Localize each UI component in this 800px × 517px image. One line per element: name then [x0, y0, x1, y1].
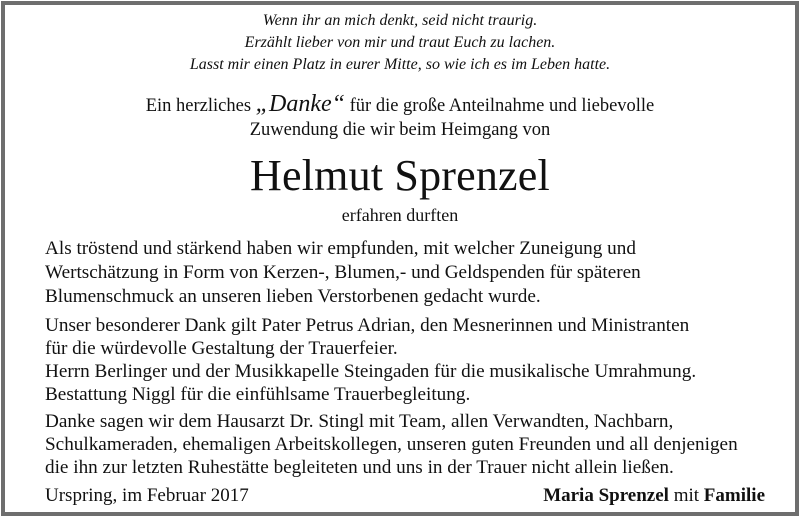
- signer-name: Maria Sprenzel: [543, 485, 669, 506]
- signature: [543, 485, 765, 507]
- poem-line-3: Lasst mir einen Platz in eurer Mitte, so wie ich es im Leben hatte.: [189, 56, 611, 73]
- obituary-thank-you-notice: [1, 1, 799, 516]
- thanks-line-1: [5, 91, 795, 118]
- paragraph-1-line-3: Blumenschmuck an unseren lieben Verstorbenen gedacht wurde.: [45, 286, 541, 307]
- paragraph-3-line-2: Schulkameraden, ehemaligen Arbeitskollegen, unseren guten Freunden und all denjenigen: [45, 434, 738, 455]
- signer-mit: mit: [668, 485, 704, 506]
- paragraph-2-line-1: Unser besonderer Dank gilt Pater Petrus Adrian, den Mesnerinnen und Ministranten: [45, 315, 690, 336]
- deceased-name: Helmut Sprenzel: [250, 151, 550, 200]
- danke-word: „Danke“: [255, 91, 345, 117]
- poem-line-1: Wenn ihr an mich denkt, seid nicht traurig.: [262, 12, 538, 29]
- paragraph-3-line-3: die ihn zur letzten Ruhestätte begleiteten und uns in der Trauer nicht allein ließen.: [45, 457, 674, 478]
- paragraph-2-line-2: für die würdevolle Gestaltung der Trauerfeier.: [45, 338, 398, 359]
- paragraph-1-line-2: Wertschätzung in Form von Kerzen-, Blumen,- und Geldspenden für späteren: [45, 262, 641, 283]
- thanks-prefix: Ein herzliches: [145, 96, 256, 116]
- paragraph-2-line-4: Bestattung Niggl für die einfühlsame Trauerbegleitung.: [45, 384, 471, 405]
- place-date: Urspring, im Februar 2017: [45, 485, 249, 506]
- thanks-suffix: für die große Anteilnahme und liebevolle: [345, 96, 655, 116]
- subtitle: erfahren durften: [341, 205, 459, 225]
- poem-line-2: Erzählt lieber von mir und traut Euch zu lachen.: [244, 34, 556, 51]
- paragraph-2-line-3: Herrn Berlinger und der Musikkapelle Steingaden für die musikalische Umrahmung.: [45, 361, 697, 382]
- thanks-line-2: Zuwendung die wir beim Heimgang von: [249, 120, 551, 140]
- paragraph-1-line-1: Als tröstend und stärkend haben wir empfunden, mit welcher Zuneigung und: [45, 238, 636, 259]
- signer-family: Familie: [703, 485, 765, 506]
- paragraph-3-line-1: Danke sagen wir dem Hausarzt Dr. Stingl mit Team, allen Verwandten, Nachbarn,: [45, 411, 674, 432]
